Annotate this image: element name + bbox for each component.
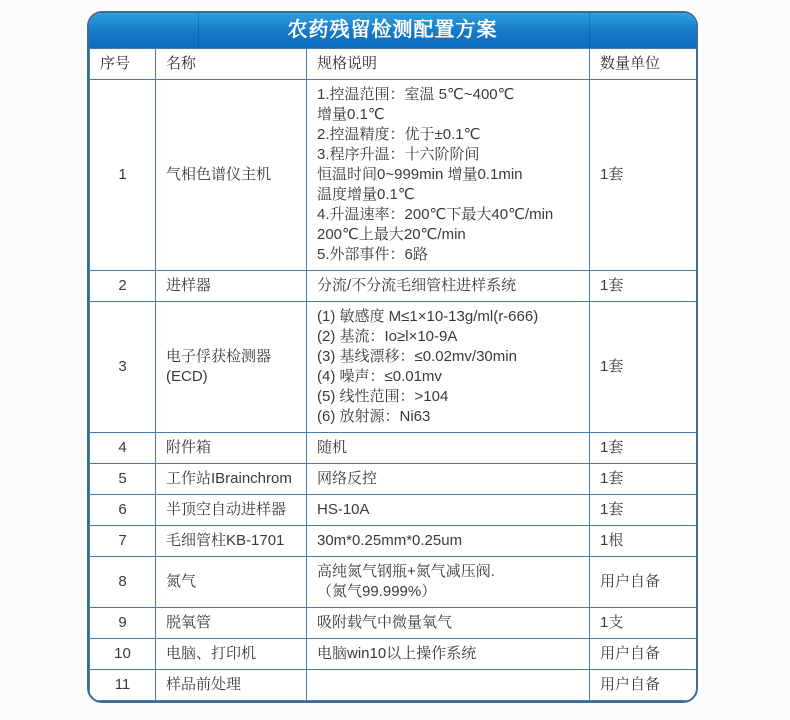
name-line: 电脑、打印机 [166,645,257,662]
spec-line: 3.程序升温：十六阶阶间 [317,146,480,163]
header-row [90,49,697,80]
row-name-cell [156,433,307,464]
table-title: 农药残留检测配置方案 [287,19,498,41]
name-line: 气相色谱仪主机 [166,166,272,183]
row-spec-cell [307,557,590,608]
table-row [90,495,697,526]
config-table-card [87,11,698,703]
spec-line: 高纯氮气钢瓶+氮气减压阀. [317,563,495,580]
row-name-cell [156,639,307,670]
row-spec-cell [307,608,590,639]
name-line: 样品前处理 [166,676,242,693]
row-name-cell [156,495,307,526]
row-no-cell: 10 [90,639,156,670]
spec-line: 5.外部事件：6路 [317,246,428,263]
row-name-cell [156,464,307,495]
row-qty-cell: 1套 [590,80,697,271]
table-row [90,557,697,608]
row-no-cell: 8 [90,557,156,608]
name-line: (ECD) [166,368,208,385]
row-qty-cell: 1套 [590,433,697,464]
spec-line: 电脑win10以上操作系统 [317,645,477,662]
spec-line: 2.控温精度：优于±0.1℃ [317,126,481,143]
name-line: 脱氧管 [166,614,212,631]
row-qty-cell: 1支 [590,608,697,639]
row-name-cell [156,526,307,557]
spec-line: (3) 基线漂移：≤0.02mv/30min [317,348,517,365]
column-header-spec: 规格说明 [307,49,590,80]
name-line: 半顶空自动进样器 [166,501,287,518]
column-header-name: 名称 [156,49,307,80]
spec-line: (4) 噪声：≤0.01mv [317,368,442,385]
row-no-cell: 1 [90,80,156,271]
row-name-cell [156,80,307,271]
table-title-band [89,13,696,48]
table-row [90,80,697,271]
column-header-no: 序号 [90,49,156,80]
row-no-cell: 2 [90,271,156,302]
name-line: 工作站IBrainchrom [166,470,292,487]
table-row [90,302,697,433]
spec-line: 4.升温速率：200℃下最大40℃/min [317,206,554,223]
name-line: 电子俘获检测器 [166,348,272,365]
spec-line: (1) 敏感度 M≤1×10-13g/ml(r-666) [317,308,539,325]
row-spec-cell [307,433,590,464]
row-spec-cell [307,526,590,557]
row-spec-cell [307,464,590,495]
spec-line: (2) 基流：Io≥l×10-9A [317,328,458,345]
name-line: 毛细管柱KB-1701 [166,532,285,549]
spec-line: (5) 线性范围：>104 [317,388,449,405]
table-row [90,433,697,464]
table-row [90,639,697,670]
config-table [89,48,697,701]
spec-line: 200℃上最大20℃/min [317,226,466,243]
row-no-cell: 6 [90,495,156,526]
row-no-cell: 3 [90,302,156,433]
row-spec-cell [307,670,590,701]
spec-line: 网络反控 [317,470,378,487]
row-spec-cell [307,80,590,271]
row-name-cell [156,271,307,302]
row-no-cell: 9 [90,608,156,639]
row-no-cell: 5 [90,464,156,495]
row-qty-cell: 1根 [590,526,697,557]
spec-line: 分流/不分流毛细管柱进样系统 [317,277,517,294]
row-qty-cell: 1套 [590,271,697,302]
row-qty-cell: 用户自备 [590,670,697,701]
row-no-cell: 4 [90,433,156,464]
spec-line: （氮气99.999%） [317,583,437,600]
row-name-cell [156,302,307,433]
name-line: 进样器 [166,277,212,294]
row-qty-cell: 用户自备 [590,557,697,608]
row-spec-cell [307,271,590,302]
spec-line: 恒温时间0~999min 增量0.1min [317,166,523,183]
table-row [90,526,697,557]
table-row [90,670,697,701]
row-no-cell: 11 [90,670,156,701]
name-line: 氮气 [166,573,197,590]
spec-line: 增量0.1℃ [317,106,385,123]
spec-line: 30m*0.25mm*0.25um [317,532,463,549]
row-no-cell: 7 [90,526,156,557]
spec-line: 随机 [317,439,348,456]
spec-line: 吸附载气中微量氧气 [317,614,453,631]
spec-line: (6) 放射源：Ni63 [317,408,431,425]
table-body [90,80,697,701]
row-spec-cell [307,495,590,526]
spec-line: 温度增量0.1℃ [317,186,415,203]
table-row [90,608,697,639]
table-row [90,464,697,495]
row-name-cell [156,608,307,639]
row-qty-cell: 1套 [590,464,697,495]
title-divider [589,13,590,48]
spec-line: HS-10A [317,501,370,518]
column-header-qty: 数量单位 [590,49,697,80]
row-spec-cell [307,302,590,433]
spec-line: 1.控温范围：室温 5℃~400℃ [317,86,515,103]
row-qty-cell: 1套 [590,302,697,433]
table-row [90,271,697,302]
row-name-cell [156,557,307,608]
title-divider [198,13,199,48]
row-qty-cell: 用户自备 [590,639,697,670]
row-spec-cell [307,639,590,670]
name-line: 附件箱 [166,439,212,456]
row-qty-cell: 1套 [590,495,697,526]
row-name-cell [156,670,307,701]
